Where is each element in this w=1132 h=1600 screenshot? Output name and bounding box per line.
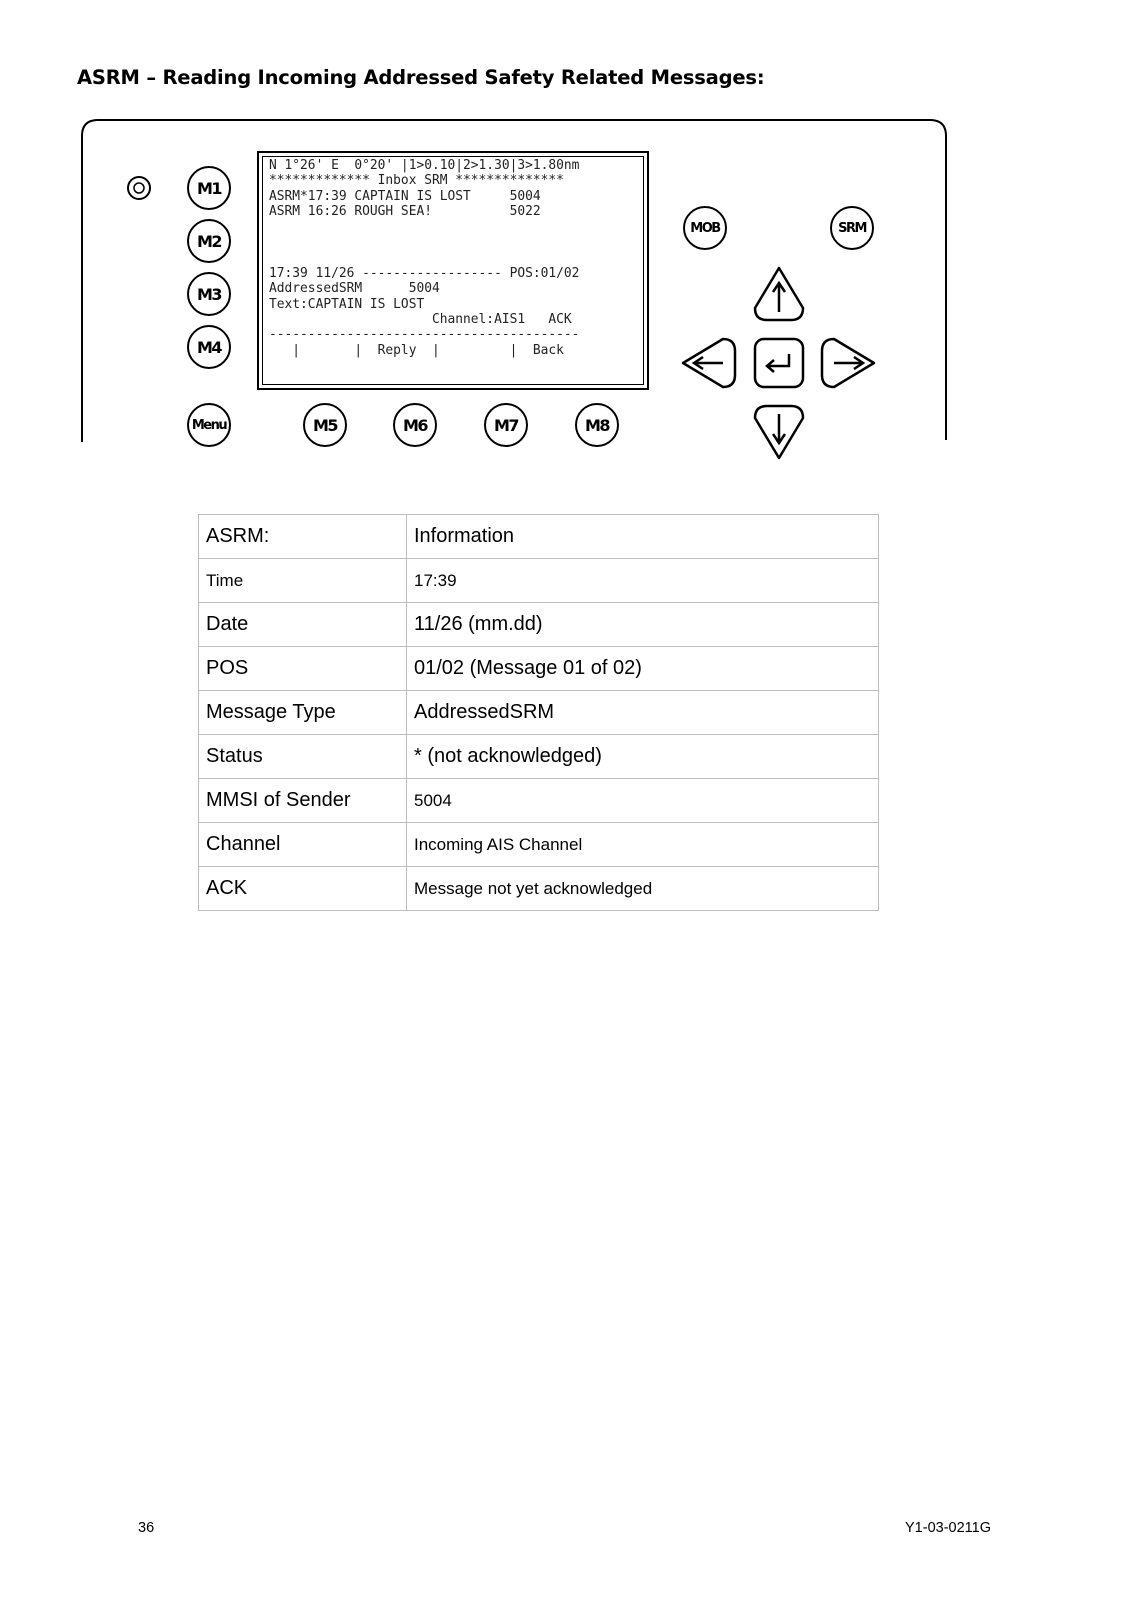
row-label: Time xyxy=(199,559,407,603)
m8-button[interactable]: M8 xyxy=(575,403,619,447)
arrow-left-icon[interactable] xyxy=(681,337,739,389)
lcd-line: Channel:AIS1 ACK xyxy=(269,312,572,328)
row-value: 5004 xyxy=(407,779,879,823)
document-code: Y1-03-0211G xyxy=(905,1520,991,1536)
row-value: 01/02 (Message 01 of 02) xyxy=(407,647,879,691)
m7-button[interactable]: M7 xyxy=(484,403,528,447)
lcd-line: ASRM 16:26 ROUGH SEA! 5022 xyxy=(269,204,541,220)
lcd-line: ************* Inbox SRM ************** xyxy=(269,173,564,189)
arrow-down-icon[interactable] xyxy=(753,402,805,460)
row-label: Channel xyxy=(199,823,407,867)
lcd-text xyxy=(269,158,579,358)
lcd-line xyxy=(269,250,579,265)
table-row xyxy=(199,823,879,867)
lcd-line: AddressedSRM 5004 xyxy=(269,281,440,297)
power-icon[interactable] xyxy=(126,175,152,201)
lcd-line: | | Reply | | Back xyxy=(269,342,564,358)
table-row xyxy=(199,779,879,823)
table-row xyxy=(199,647,879,691)
m1-button[interactable]: M1 xyxy=(187,166,231,210)
enter-icon[interactable] xyxy=(753,337,805,389)
lcd-line xyxy=(269,235,579,250)
lcd-line xyxy=(269,220,579,235)
arrow-right-icon[interactable] xyxy=(818,337,876,389)
row-value: Incoming AIS Channel xyxy=(407,823,879,867)
row-value: * (not acknowledged) xyxy=(407,735,879,779)
table-row xyxy=(199,735,879,779)
m5-button[interactable]: M5 xyxy=(303,403,347,447)
table-header-row xyxy=(199,515,879,559)
row-label: Status xyxy=(199,735,407,779)
m4-button[interactable]: M4 xyxy=(187,325,231,369)
menu-button[interactable]: Menu xyxy=(187,403,231,447)
m3-button[interactable]: M3 xyxy=(187,272,231,316)
page-heading: ASRM – Reading Incoming Addressed Safety Related Messages: xyxy=(77,66,765,89)
arrow-up-icon[interactable] xyxy=(753,266,805,324)
lcd-line: N 1°26' E 0°20' |1>0.10|2>1.30|3>1.80nm xyxy=(269,158,580,173)
m2-button[interactable]: M2 xyxy=(187,219,231,263)
m6-button[interactable]: M6 xyxy=(393,403,437,447)
row-label: MMSI of Sender xyxy=(199,779,407,823)
row-label: ACK xyxy=(199,867,407,911)
row-label: Message Type xyxy=(199,691,407,735)
row-value: 17:39 xyxy=(407,559,879,603)
row-label: Date xyxy=(199,603,407,647)
mob-button[interactable]: MOB xyxy=(683,206,727,250)
table-row xyxy=(199,559,879,603)
lcd-line: ASRM*17:39 CAPTAIN IS LOST 5004 xyxy=(269,188,541,204)
srm-button[interactable]: SRM xyxy=(830,206,874,250)
row-value: 11/26 (mm.dd) xyxy=(407,603,879,647)
table-row xyxy=(199,603,879,647)
lcd-line: 17:39 11/26 ------------------ POS:01/02 xyxy=(269,265,580,281)
lcd-line: ---------------------------------------- xyxy=(269,327,580,343)
lcd-line: Text:CAPTAIN IS LOST xyxy=(269,296,425,312)
row-value: Message not yet acknowledged xyxy=(407,867,879,911)
table-header-label: ASRM: xyxy=(199,515,407,559)
row-value: AddressedSRM xyxy=(407,691,879,735)
page-number: 36 xyxy=(138,1520,155,1536)
asrm-info-table xyxy=(198,514,879,911)
row-label: POS xyxy=(199,647,407,691)
table-row xyxy=(199,867,879,911)
table-row xyxy=(199,691,879,735)
table-header-value: Information xyxy=(407,515,879,559)
